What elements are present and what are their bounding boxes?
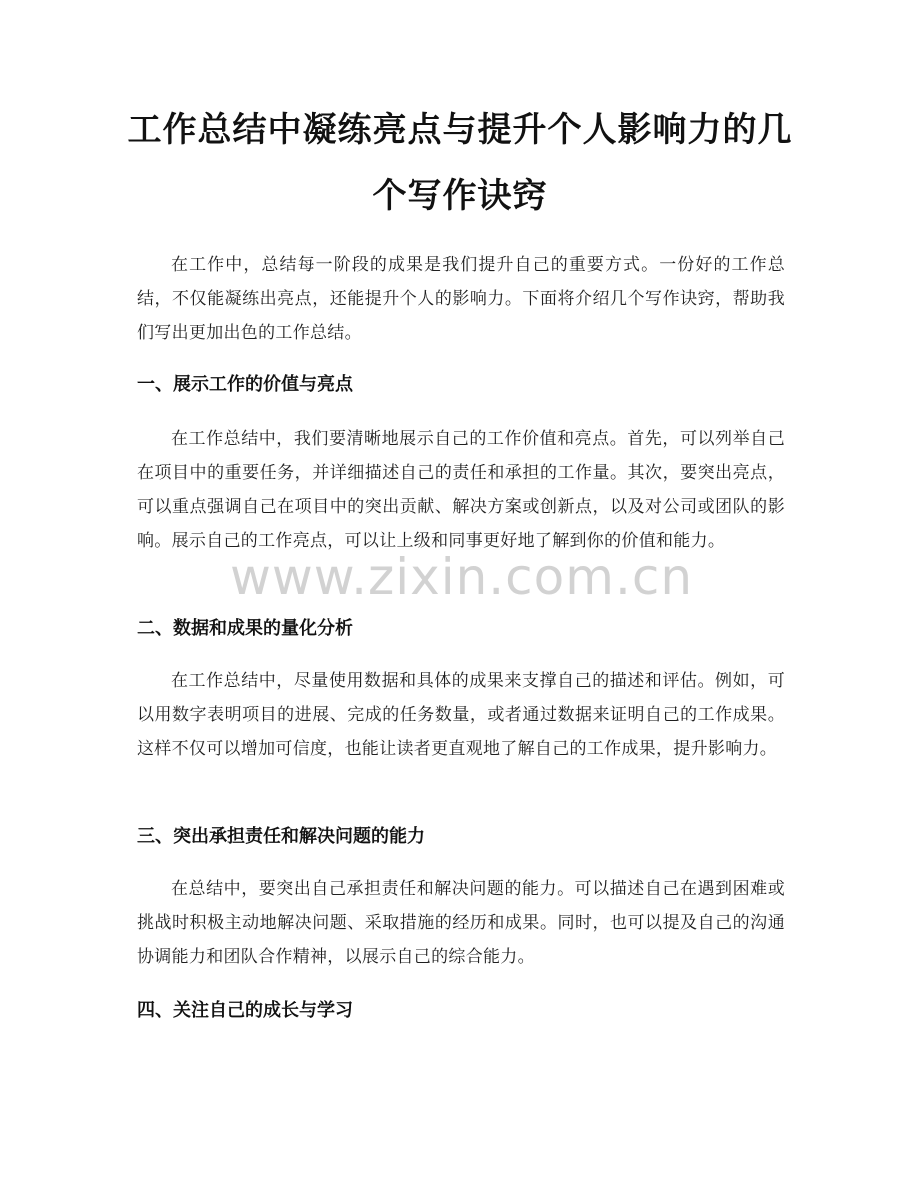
section-4-heading: 四、关注自己的成长与学习 bbox=[137, 1000, 353, 1021]
intro-paragraph: 在工作中，总结每一阶段的成果是我们提升自己的重要方式。一份好的工作总结，不仅能凝练出亮点，还能提升个人的影响力。下面将介绍几个写作诀窍，帮助我们写出更加出色的工作总结。 bbox=[137, 255, 785, 343]
section-1-heading: 一、展示工作的价值与亮点 bbox=[137, 374, 353, 395]
section-2-paragraph: 在工作总结中，尽量使用数据和具体的成果来支撑自己的描述和评估。例如，可以用数字表明项目的进展、完成的任务数量，或者通过数据来证明自己的工作成果。这样不仅可以增加可信度，也能让读者更直观地了解自己的工作成果，提升影响力。 bbox=[137, 671, 785, 759]
document-title-line-2: 个写作诀窍 bbox=[372, 176, 548, 216]
document-title-line-1: 工作总结中凝练亮点与提升个人影响力的几 bbox=[127, 110, 793, 150]
watermark: www.zixin.com.cn bbox=[230, 548, 694, 606]
section-1-paragraph: 在工作总结中，我们要清晰地展示自己的工作价值和亮点。首先，可以列举自己在项目中的重要任务，并详细描述自己的责任和承担的工作量。其次，要突出亮点，可以重点强调自己在项目中的突出贡献、解决方案或创新点，以及对公司或团队的影响。展示自己的工作亮点，可以让上级和同事更好地了解到你的价值和能力。 bbox=[137, 429, 785, 551]
section-3-paragraph: 在总结中，要突出自己承担责任和解决问题的能力。可以描述自己在遇到困难或挑战时积极主动地解决问题、采取措施的经历和成果。同时，也可以提及自己的沟通协调能力和团队合作精神，以展示自己的综合能力。 bbox=[137, 879, 785, 967]
section-3-heading: 三、突出承担责任和解决问题的能力 bbox=[137, 826, 425, 847]
section-2-heading: 二、数据和成果的量化分析 bbox=[137, 618, 353, 639]
